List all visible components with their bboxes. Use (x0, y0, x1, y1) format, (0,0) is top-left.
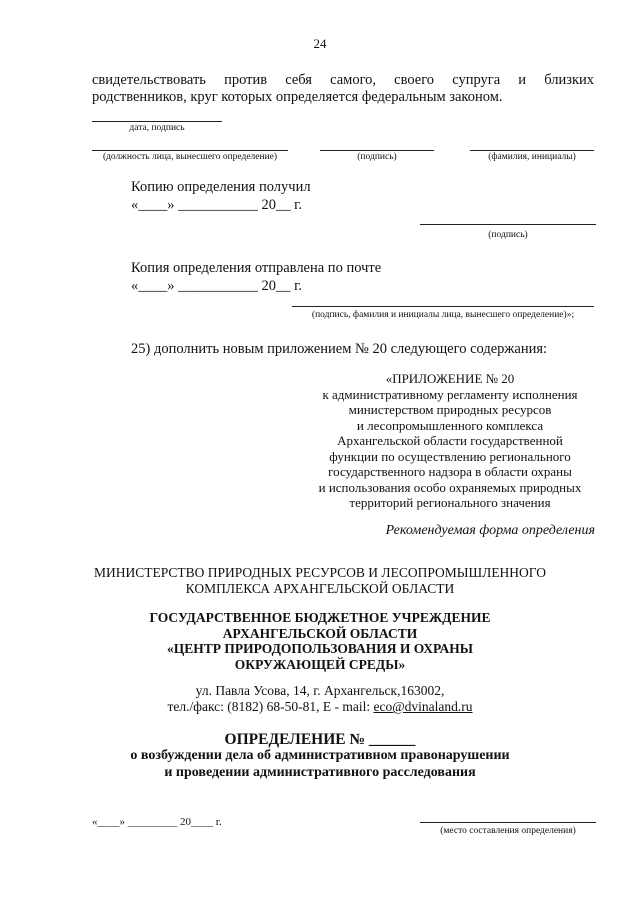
appendix-line: функции по осуществлению регионального (329, 448, 571, 464)
date-signature-caption: дата, подпись (129, 123, 185, 133)
copy-sent-date: «____» ___________ 20__ г. (131, 278, 303, 294)
appendix-line: государственного надзора в области охраны (328, 464, 572, 479)
copy-received-label: Копию определения получил (131, 179, 311, 195)
date-signature-line (92, 121, 222, 122)
decision-subtitle-line-2: и проведении административного расследования (164, 764, 476, 780)
place-caption: (место составления определения) (440, 826, 576, 836)
copy-sent-signature-line (292, 306, 594, 307)
copy-received-signature-caption: (подпись) (488, 230, 528, 240)
intro-word: против (224, 72, 268, 88)
intro-word: и (518, 72, 527, 88)
intro-word: близких (544, 72, 594, 88)
position-line (92, 150, 288, 151)
intro-word: самого, (330, 72, 377, 88)
copy-sent-signature-caption: (подпись, фамилия и инициалы лица, вынесшего определение)»; (311, 310, 575, 320)
intro-line-1 (92, 72, 594, 89)
decision-title: ОПРЕДЕЛЕНИЕ № ______ (224, 731, 416, 748)
intro-word: свидетельствовать (92, 72, 206, 88)
institution-line: АРХАНГЕЛЬСКОЙ ОБЛАСТИ (222, 625, 418, 641)
appendix-line: и использования особо охраняемых природных (318, 479, 582, 495)
email-link[interactable]: eco@dvinaland.ru (373, 699, 473, 714)
copy-sent-label: Копия определения отправлена по почте (131, 260, 382, 276)
name-caption: (фамилия, инициалы) (488, 152, 576, 162)
appendix-line: территорий регионального значения (349, 495, 551, 510)
institution-name (0, 610, 640, 672)
decision-subtitle (0, 748, 640, 781)
intro-word: своего (394, 72, 435, 88)
appendix-line: «ПРИЛОЖЕНИЕ № 20 (385, 371, 515, 386)
institution-line: «ЦЕНТР ПРИРОДОПОЛЬЗОВАНИЯ И ОХРАНЫ (167, 641, 473, 656)
appendix-line: Архангельской области государственной (337, 433, 563, 448)
decision-subtitle-line-1: о возбуждении дела об административном правонарушении (130, 748, 510, 763)
copy-received-signature-line (420, 224, 596, 225)
signature-caption: (подпись) (357, 152, 397, 162)
footer-date-line: «____» _________ 20____ г. (92, 816, 222, 828)
place-line (420, 822, 596, 823)
item-25: 25) дополнить новым приложением № 20 следующего содержания: (131, 341, 548, 357)
ministry-line-2: КОМПЛЕКСА АРХАНГЕЛЬСКОЙ ОБЛАСТИ (185, 580, 455, 596)
recommended-form-label: Рекомендуемая форма определения (385, 523, 595, 538)
institution-address (0, 683, 640, 715)
intro-word: себя (285, 72, 312, 88)
institution-line: ГОСУДАРСТВЕННОЕ БЮДЖЕТНОЕ УЧРЕЖДЕНИЕ (149, 610, 491, 625)
address-line-2 (0, 699, 640, 715)
appendix-line: к административному регламенту исполнения (322, 386, 578, 402)
signature-line (320, 150, 434, 151)
intro-word: супруга (452, 72, 501, 88)
appendix-line: и лесопромышленного комплекса (356, 417, 544, 433)
appendix-header (300, 371, 600, 511)
address-line-1: ул. Павла Усова, 14, г. Архангельск,163002, (195, 683, 445, 698)
intro-line-2: родственников, круг которых определяется федеральным законом. (92, 89, 503, 105)
page-number: 24 (313, 36, 327, 51)
name-line (470, 150, 594, 151)
ministry-name (0, 565, 640, 596)
copy-received-date: «____» ___________ 20__ г. (131, 197, 303, 213)
ministry-line-1: МИНИСТЕРСТВО ПРИРОДНЫХ РЕСУРСОВ И ЛЕСОПРОМЫШЛЕННОГО (93, 565, 547, 580)
phone-fax: тел./факс: (8182) 68-50-81, Е - mail: (167, 699, 374, 714)
institution-line: ОКРУЖАЮЩЕЙ СРЕДЫ» (234, 656, 406, 672)
intro-paragraph (92, 72, 594, 106)
position-caption: (должность лица, вынесшего определение) (102, 152, 278, 162)
appendix-line: министерством природных ресурсов (348, 402, 552, 417)
